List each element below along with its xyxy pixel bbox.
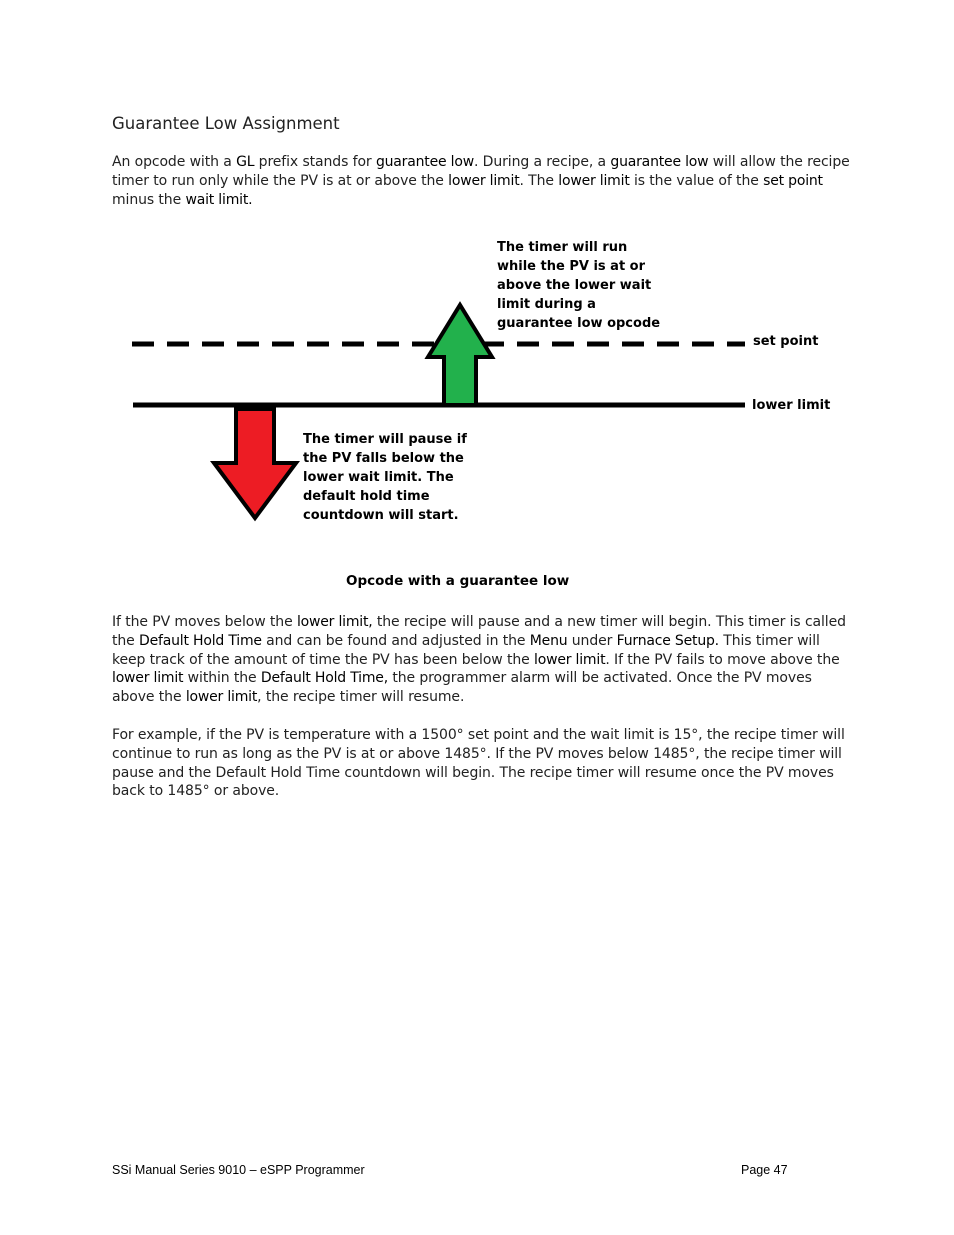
down-note-line: default hold time xyxy=(303,489,430,504)
intro-paragraph xyxy=(112,153,852,209)
text-run: within the xyxy=(183,670,261,687)
text-run: the programmer alarm will be activated. Once the PV moves above the xyxy=(112,670,812,706)
text-run: This timer will keep track of the amount of time the PV has been below the xyxy=(112,632,820,668)
keyword: guarantee low xyxy=(610,154,709,170)
keyword: lower limit xyxy=(112,670,184,687)
text-run: , the recipe timer will resume. xyxy=(257,689,465,706)
set-point-label: set point xyxy=(753,334,819,349)
text-run: An opcode with a xyxy=(112,154,237,170)
example-paragraph: For example, if the PV is temperature with a 1500° set point and the wait limit is 15°, the recipe timer will continue to run as long as the PV is at or above 1485°. If the PV moves below 1485°, the recipe timer will pause and the Default Hold Time countdown will begin. The recipe timer will resume once the PV moves back to 1485° or above. xyxy=(112,727,845,800)
text-run: and can be found and adjusted in the xyxy=(261,632,530,649)
keyword: Default Hold Time xyxy=(139,632,262,649)
up-note-line: guarantee low opcode xyxy=(497,316,661,331)
keyword: lower limit xyxy=(534,651,606,668)
text-run: If the PV moves below the xyxy=(112,614,297,630)
text-run: under xyxy=(567,632,617,649)
up-note-line: while the PV is at or xyxy=(497,259,646,274)
up-arrow-icon xyxy=(428,305,492,405)
page-number: Page 47 xyxy=(741,1163,788,1177)
keyword: set point xyxy=(763,172,823,189)
keyword: Menu xyxy=(529,632,568,649)
lower-limit-label: lower limit xyxy=(752,398,831,413)
keyword: guarantee low xyxy=(375,154,474,170)
text-run: minus the xyxy=(112,191,186,208)
text-run: the recipe will pause and a new timer will begin. This timer is called the xyxy=(112,614,846,649)
down-note-line: The timer will pause if xyxy=(303,432,467,447)
keyword: lower limit xyxy=(448,172,520,189)
keyword: wait limit. xyxy=(185,191,253,208)
text-run: . If the PV fails to move above the xyxy=(605,651,840,668)
keyword: lower limit, xyxy=(296,614,373,630)
down-arrow-icon xyxy=(214,409,296,518)
keyword: lower limit xyxy=(185,689,258,706)
text-run: will allow the recipe timer to run only while the PV is at or above the xyxy=(112,154,850,189)
text-run: . The xyxy=(519,172,559,189)
text-run: is the value of the xyxy=(629,172,764,189)
up-note-line: The timer will run xyxy=(497,240,628,255)
down-note-line: countdown will start. xyxy=(303,508,459,523)
keyword: lower limit xyxy=(558,172,630,189)
keyword: Furnace Setup. xyxy=(616,632,719,649)
text-run: prefix stands for xyxy=(254,154,376,170)
text-run: . During a recipe, a xyxy=(473,154,611,170)
footer-title: SSi Manual Series 9010 – eSPP Programmer xyxy=(112,1163,365,1177)
figure-caption: Opcode with a guarantee low xyxy=(346,573,570,589)
keyword: GL xyxy=(236,154,255,170)
down-note-line: the PV falls below the xyxy=(303,451,464,466)
hold-time-paragraph xyxy=(112,613,852,707)
up-note-line: limit during a xyxy=(497,297,596,312)
section-heading: Guarantee Low Assignment xyxy=(112,114,340,133)
guarantee-low-diagram xyxy=(0,220,954,610)
up-note-line: above the lower wait xyxy=(497,278,652,293)
keyword: Default Hold Time, xyxy=(260,670,388,687)
down-note-line: lower wait limit. The xyxy=(303,470,454,485)
